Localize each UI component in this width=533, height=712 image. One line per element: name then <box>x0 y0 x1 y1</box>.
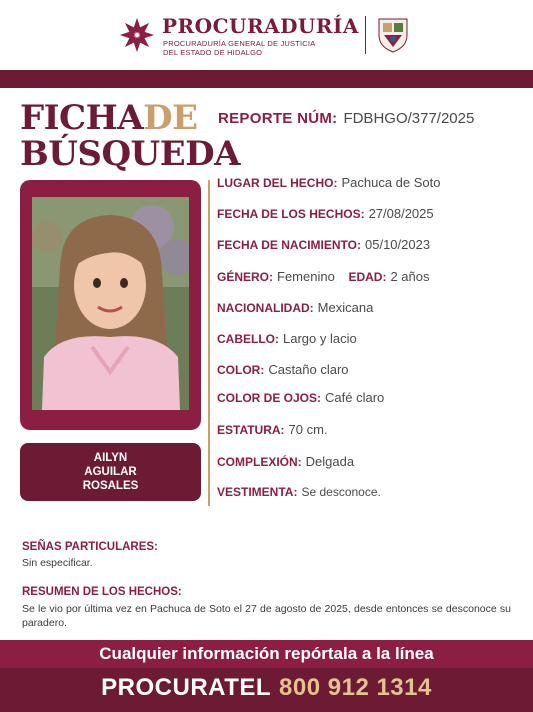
field-label: NACIONALIDAD: <box>217 301 314 315</box>
field-vestimenta <box>217 485 381 499</box>
report-number <box>218 110 474 127</box>
footer-hotline <box>0 668 533 712</box>
brand-subtitle <box>163 39 315 57</box>
field-fecha-hechos <box>217 206 434 221</box>
field-cabello <box>217 331 357 346</box>
resumen-text: Se le vio por última vez en Pachuca de Soto el 27 de agosto de 2025, desde entonces se desconoce su paradero. <box>22 603 511 629</box>
field-label: COLOR DE OJOS: <box>217 391 322 405</box>
header-bar <box>0 70 533 88</box>
field-label: CABELLO: <box>217 332 279 346</box>
report-value: FDBHGO/377/2025 <box>343 110 475 127</box>
field-value: Delgada <box>305 454 355 469</box>
field-fecha-nacimiento <box>217 237 430 252</box>
child-portrait-image <box>32 197 189 410</box>
name-line3: ROSALES <box>82 480 139 492</box>
title-line2: BÚSQUEDA <box>20 134 240 174</box>
title-ficha: FICHA <box>20 98 144 138</box>
field-value: Se desconoce. <box>301 485 381 499</box>
report-label: REPORTE NÚM: <box>218 110 338 127</box>
title-de: DE <box>143 98 198 138</box>
field-nacionalidad <box>217 300 373 315</box>
field-label: ESTATURA: <box>217 423 285 437</box>
hotline-number[interactable]: 800 912 1314 <box>279 674 432 701</box>
field-label: FECHA DE NACIMIENTO: <box>217 238 361 252</box>
hidalgo-crest-icon <box>375 15 411 55</box>
field-color-ojos <box>217 390 384 405</box>
field-value: 2 años <box>390 269 430 284</box>
field-label: COLOR: <box>217 363 265 377</box>
field-value: 70 cm. <box>288 422 328 437</box>
page-title <box>20 100 240 172</box>
field-value: Largo y lacio <box>283 331 357 346</box>
name-line1: AILYN <box>93 452 128 464</box>
field-complexion <box>217 454 354 469</box>
title-line1 <box>20 100 240 136</box>
person-photo <box>32 197 189 410</box>
brand-title: PROCURADURÍA <box>162 14 359 38</box>
senas-text: Sin especificar. <box>22 557 93 569</box>
field-value: 05/10/2023 <box>365 237 431 252</box>
field-genero-edad <box>217 269 430 284</box>
field-lugar <box>217 175 440 190</box>
divider-line <box>208 180 210 506</box>
field-label: LUGAR DEL HECHO: <box>217 176 338 190</box>
field-value: 27/08/2025 <box>368 206 434 221</box>
page-header <box>0 0 533 70</box>
person-name <box>20 443 201 501</box>
field-value: Castaño claro <box>268 362 349 377</box>
brand-subtitle-line2: DEL ESTADO DE HIDALGO <box>163 48 263 57</box>
brand-subtitle-line1: PROCURADURÍA GENERAL DE JUSTICIA <box>163 39 316 48</box>
field-estatura <box>217 422 328 437</box>
field-value: Pachuca de Soto <box>341 175 441 190</box>
senas-heading: SEÑAS PARTICULARES: <box>22 541 158 553</box>
resumen-heading: RESUMEN DE LOS HECHOS: <box>22 586 182 598</box>
field-label: EDAD: <box>348 270 387 284</box>
field-label: COMPLEXIÓN: <box>217 455 302 469</box>
field-value: Café claro <box>325 390 385 405</box>
field-label: GÉNERO: <box>217 270 274 284</box>
footer-info-line: Cualquier información repórtala a la línea <box>0 640 533 668</box>
field-color <box>217 362 349 377</box>
brand-divider <box>365 16 366 54</box>
name-line2: AGUILAR <box>84 466 137 478</box>
procuratel-label: PROCURATEL <box>101 674 272 701</box>
field-label: FECHA DE LOS HECHOS: <box>217 207 365 221</box>
flower-star-icon <box>118 16 156 54</box>
field-label: VESTIMENTA: <box>217 485 298 499</box>
field-value: Femenino <box>277 269 335 284</box>
field-value: Mexicana <box>317 300 374 315</box>
